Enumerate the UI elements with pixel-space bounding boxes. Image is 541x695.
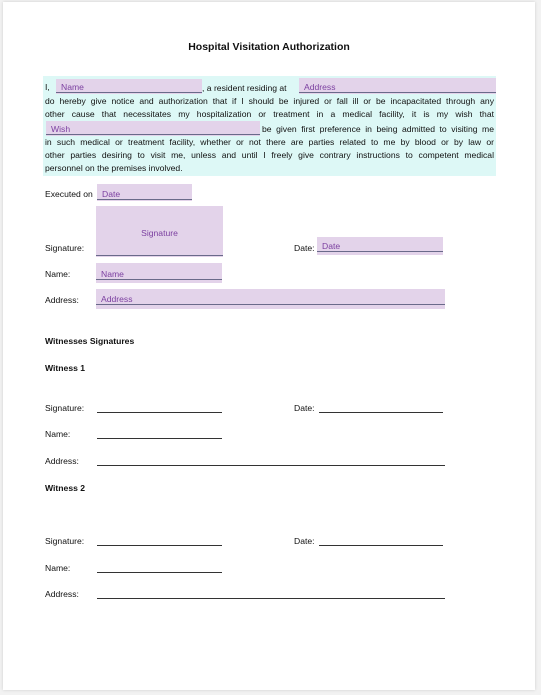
para-line1-middle: , a resident residing at	[202, 83, 287, 93]
witness1-address-label: Address:	[45, 456, 79, 466]
wish-placeholder: Wish	[51, 124, 71, 134]
witness2-address-line[interactable]	[97, 598, 445, 599]
executed-date-field[interactable]	[97, 184, 192, 201]
witness1-signature-label: Signature:	[45, 403, 85, 413]
address-placeholder: Address	[304, 82, 336, 92]
executed-on-label: Executed on	[45, 189, 93, 199]
signatory-name-placeholder: Name	[101, 269, 124, 279]
para-line3: other cause that necessitates my hospitalization or treatment in a medical facility, it is my wish that	[45, 109, 494, 119]
signature-field[interactable]	[96, 206, 223, 257]
witness2-signature-label: Signature:	[45, 536, 85, 546]
address-field[interactable]	[299, 78, 496, 94]
witness2-date-label: Date:	[294, 536, 315, 546]
witness2-name-line[interactable]	[97, 572, 222, 573]
signature-date-placeholder: Date	[322, 241, 341, 251]
para-line4-suffix: be given first preference in being admitted to visiting me	[262, 124, 494, 134]
document-page	[3, 2, 535, 690]
document-title: Hospital Visitation Authorization	[188, 41, 350, 53]
authorization-paragraph	[43, 76, 496, 176]
para-line5: in such medical or treatment facility, whether or not there are parties related to me by blood or by law or	[45, 137, 494, 147]
wish-field[interactable]	[46, 121, 260, 136]
witness1-signature-line[interactable]	[97, 412, 222, 413]
signature-placeholder: Signature	[141, 228, 178, 238]
witness2-date-line[interactable]	[319, 545, 443, 546]
witness2-address-label: Address:	[45, 589, 79, 599]
witness2-name-label: Name:	[45, 563, 71, 573]
signatory-address-field[interactable]	[96, 289, 445, 309]
witness1-name-label: Name:	[45, 429, 71, 439]
witness1-address-line[interactable]	[97, 465, 445, 466]
witnesses-heading: Witnesses Signatures	[45, 336, 135, 346]
signature-label: Signature:	[45, 243, 85, 253]
witness1-heading: Witness 1	[45, 363, 86, 373]
signature-date-field[interactable]	[317, 237, 443, 255]
para-line6: other parties desiring to visit me, unless and until I freely give contrary instructions to competent medical	[45, 150, 494, 160]
address-label: Address:	[45, 295, 79, 305]
para-line1-prefix: I,	[45, 82, 50, 92]
para-line2: do hereby give notice and authorization that if I should be injured or fall ill or be incapacitated through any	[45, 96, 494, 106]
witness2-signature-line[interactable]	[97, 545, 222, 546]
witness2-heading: Witness 2	[45, 483, 86, 493]
name-label: Name:	[45, 269, 71, 279]
date-label: Date:	[294, 243, 315, 253]
name-field[interactable]	[56, 79, 202, 94]
witness1-date-label: Date:	[294, 403, 315, 413]
witness1-date-line[interactable]	[319, 412, 443, 413]
signatory-name-field[interactable]	[96, 263, 222, 283]
witness1-name-line[interactable]	[97, 438, 222, 439]
name-placeholder: Name	[61, 82, 84, 92]
executed-date-placeholder: Date	[102, 189, 121, 199]
para-line7: personnel on the premises involved.	[45, 163, 183, 173]
signatory-address-placeholder: Address	[101, 294, 133, 304]
